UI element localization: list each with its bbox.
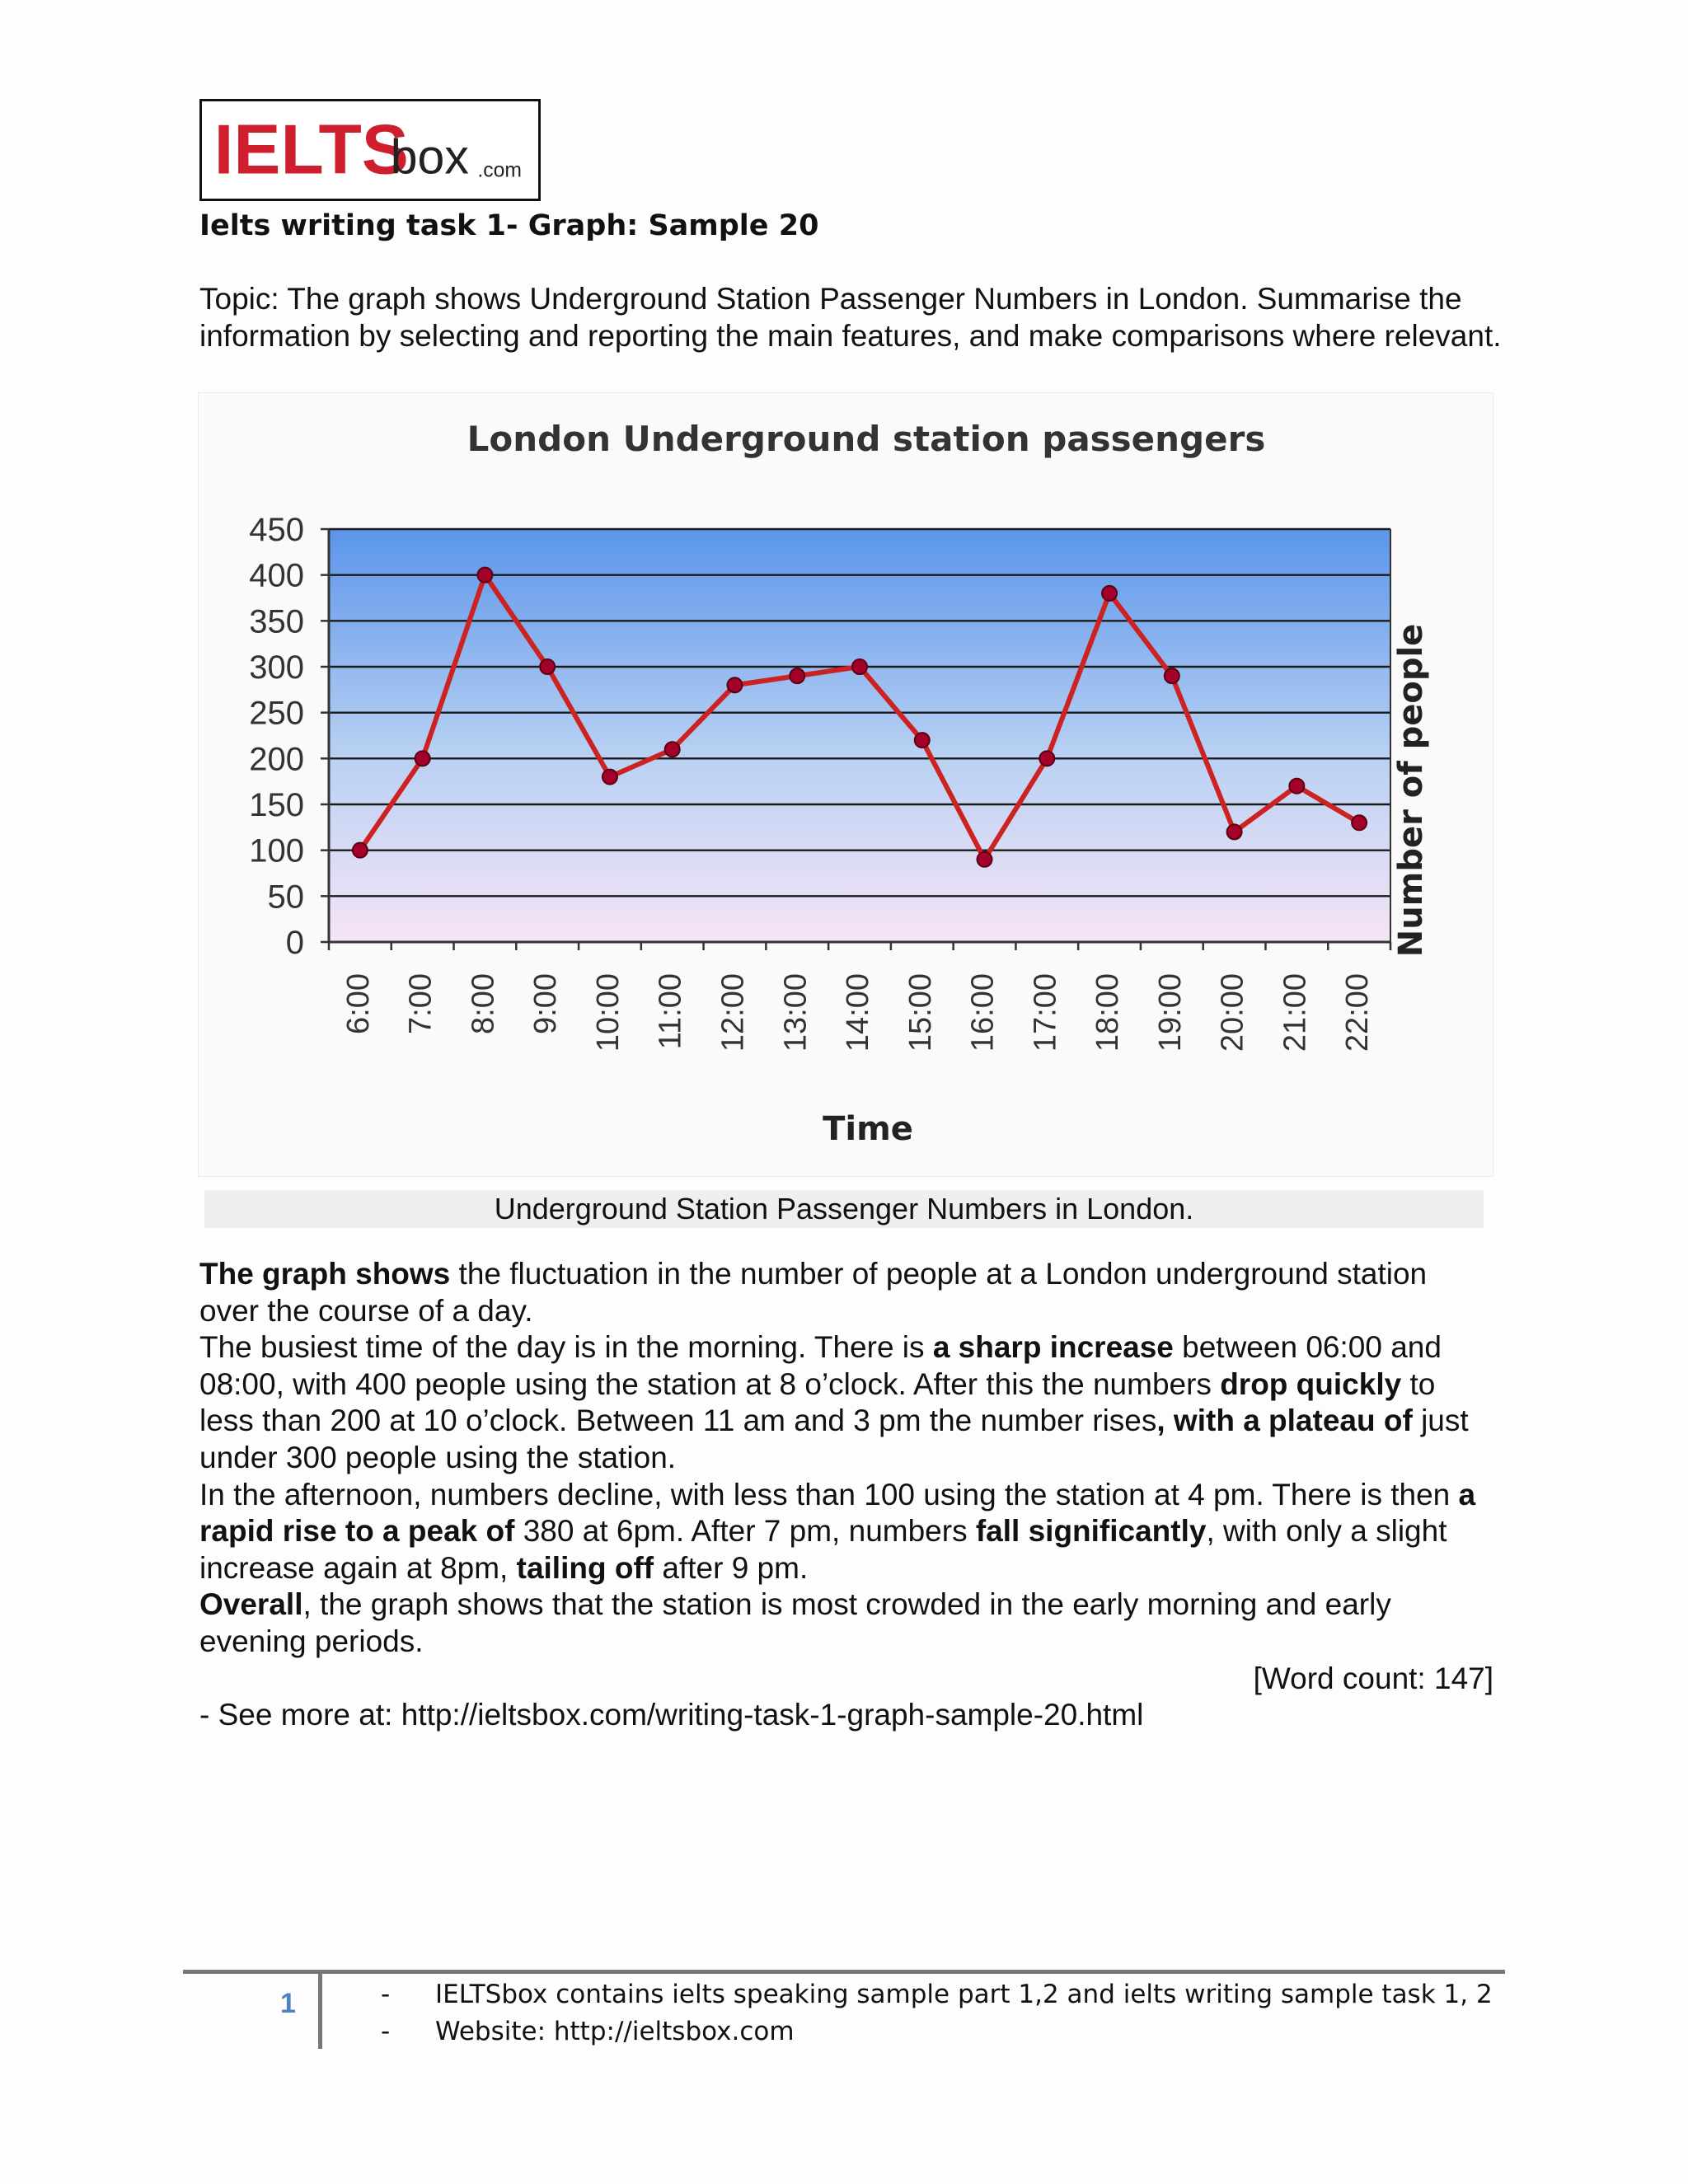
essay-text: In the afternoon, numbers decline, with less than 100 using the station at 4 pm. There is then [199,1477,1459,1511]
y-tick-label: 300 [249,649,304,686]
data-point [1227,824,1242,839]
essay-text: , with only a slight increase again at 8pm, [199,1514,1447,1585]
data-point [1352,815,1367,830]
logo-main-text: IELTS [213,110,409,190]
y-tick-label: 400 [249,557,304,594]
data-point [915,733,930,748]
x-tick-label: 12:00 [715,973,751,1052]
x-tick-label: 18:00 [1090,973,1126,1052]
y-tick-label: 350 [249,603,304,640]
essay-paragraph-4 [199,1586,1493,1660]
x-tick-label: 17:00 [1028,973,1063,1052]
figure-caption: Underground Station Passenger Numbers in London. [204,1190,1484,1228]
x-tick-label: 21:00 [1278,973,1313,1052]
x-tick-label: 22:00 [1340,973,1376,1052]
x-axis-label: Time [823,1110,913,1148]
essay-bold: a rapid rise to a peak of [199,1477,1476,1549]
essay-text: to less than 200 at 10 o’clock. Between 11 am and 3 pm the number rises [199,1366,1436,1438]
plot-area [329,529,1390,942]
data-point [1289,779,1304,794]
footer-note-text: Website: http://ieltsbox.com [435,2017,795,2046]
x-tick-label: 6:00 [340,973,376,1034]
y-tick-label: 250 [249,695,304,732]
x-tick-label: 8:00 [466,973,501,1034]
ieltsbox-logo [199,99,541,201]
x-tick-label: 13:00 [778,973,814,1052]
essay-text: 380 at 6pm. After 7 pm, numbers [514,1514,976,1549]
y-tick-label: 150 [249,787,304,823]
essay-bold: Overall [199,1587,303,1622]
x-tick-label: 10:00 [590,973,626,1052]
x-tick-label: 7:00 [403,973,438,1034]
data-point [415,751,430,766]
x-tick-label: 19:00 [1152,973,1188,1052]
y-tick-label: 100 [249,832,304,869]
y-tick-label: 50 [267,879,304,916]
x-tick-label: 14:00 [841,973,876,1052]
topic-text: Topic: The graph shows Underground Station Passenger Numbers in London. Summarise the information by selecting and reporting the main features, and make comparisons where relevant. [199,282,1502,353]
essay-paragraph-2 [199,1329,1493,1476]
essay-body [199,1256,1493,1734]
essay-text: the fluctuation in the number of people at a London underground station over the course of a day. [199,1257,1428,1328]
data-point [790,668,804,683]
word-count: [Word count: 147] [1253,1661,1493,1695]
footer-bullet: - [381,2017,391,2046]
y-tick-label: 200 [249,741,304,778]
data-point [727,677,742,692]
line-chart [198,392,1493,1177]
data-point [353,843,368,858]
essay-bold: tailing off [516,1550,654,1585]
y-tick-label: 0 [285,925,304,961]
essay-text: The busiest time of the day is in the morning. There is [199,1330,933,1365]
essay-paragraph-3 [199,1477,1493,1587]
logo-suffix-text: .com [477,159,522,182]
logo-secondary-text: box [390,129,469,185]
x-tick-label: 15:00 [903,973,938,1052]
data-point [978,852,992,867]
x-tick-label: 9:00 [528,973,564,1034]
footer-bullet: - [381,1980,391,2009]
essay-bold: fall significantly [975,1514,1207,1549]
data-point [540,659,555,674]
see-more-link[interactable]: - See more at: http://ieltsbox.com/writing-task-1-graph-sample-20.html [199,1698,1144,1732]
essay-text: , the graph shows that the station is most crowded in the early morning and early evening periods. [199,1587,1391,1658]
footer-note-text: IELTSbox contains ielts speaking sample part 1,2 and ielts writing sample task 1, 2 [435,1980,1493,2009]
y-tick-label: 450 [249,512,304,548]
x-tick-label: 11:00 [653,973,688,1050]
data-point [603,770,617,785]
footer-note [381,2013,1493,2050]
footer-divider [183,1970,1505,1974]
data-point [665,742,680,757]
page-number: 1 [280,1988,296,2019]
page-heading: Ielts writing task 1- Graph: Sample 20 [199,209,819,242]
x-tick-label: 16:00 [965,973,1001,1052]
essay-text: after 9 pm. [654,1550,809,1585]
essay-text: between 06:00 and 08:00, with 400 people using the station at 8 o’clock. After this the numbers [199,1330,1442,1401]
essay-bold: The graph shows [199,1257,451,1291]
essay-bold: drop quickly [1220,1366,1402,1401]
essay-bold: , with a plateau of [1156,1404,1413,1438]
data-point [1102,586,1117,601]
data-point [1039,751,1054,766]
data-point [1165,668,1179,683]
data-point [852,659,867,674]
essay-text: just under 300 people using the station. [199,1404,1469,1474]
footer-notes [381,1976,1493,2050]
x-tick-label: 20:00 [1215,973,1250,1052]
y-axis-label: Number of people [1392,623,1430,958]
essay-paragraph-1 [199,1256,1493,1329]
footer-note [381,1976,1493,2013]
footer-vertical-divider [318,1973,322,2049]
chart-title: London Underground station passengers [467,419,1266,459]
data-point [477,568,492,583]
essay-bold: a sharp increase [932,1330,1174,1365]
